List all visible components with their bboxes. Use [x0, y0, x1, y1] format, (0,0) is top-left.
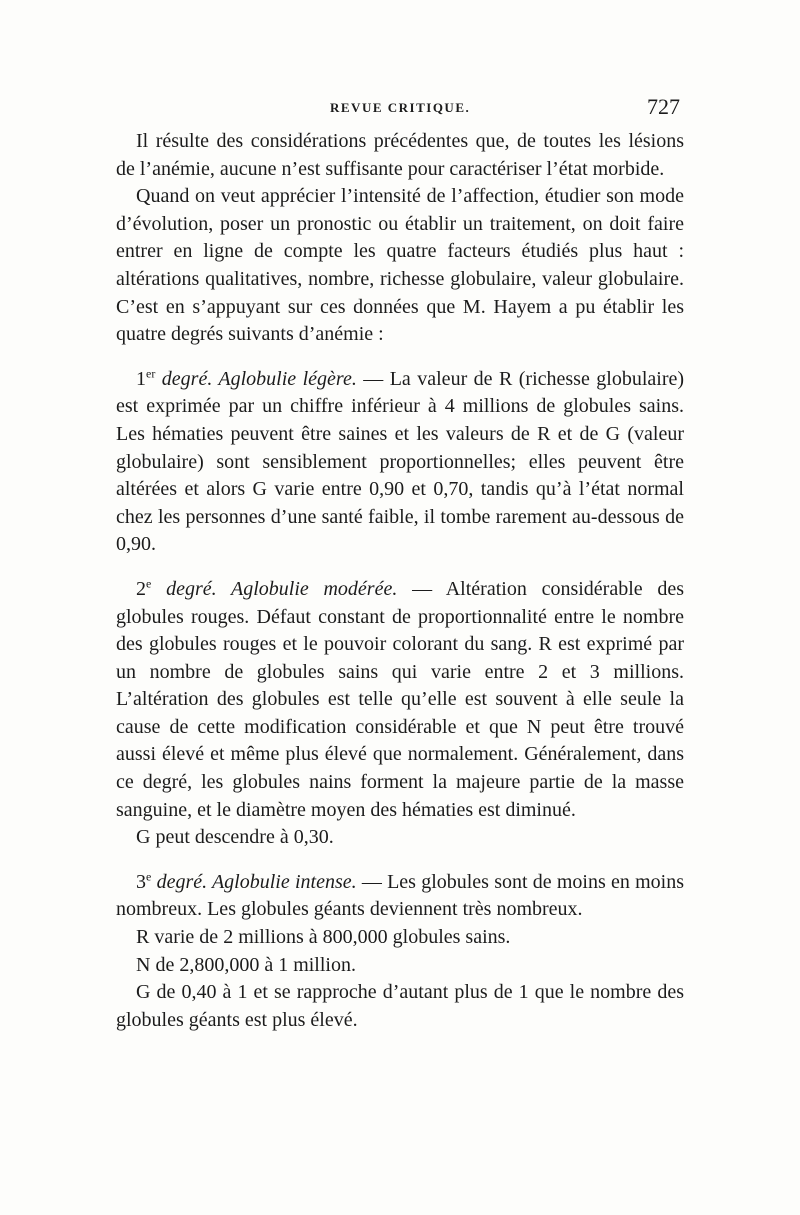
paragraph-third-degree [116, 869, 684, 924]
line-third-degree-n: N de 2,800,000 à 1 million. [136, 953, 356, 976]
degree-number: 2e [136, 576, 152, 600]
degree-title: degré. Aglobulie intense. [156, 870, 357, 893]
degree-description: — Altération considérable des globules rouges. Défaut constant de proportionnalité entre le nombre des globules rouges et le pouvoir colorant du sang. R est exprimé par un nombre de globules sains qui varie entre 2 et 3 millions. L’altération des globules est telle qu’elle est souvent à elle seule la cause de cette modification considérable et que N peut être trouvé aussi élevé et même plus élevé que normalement. Généralement, dans ce degré, les globules nains forment la majeure partie de la masse sanguine, et le diamètre moyen des hématies est diminué. [116, 577, 685, 821]
line-second-degree-g: G peut descendre à 0,30. [136, 826, 334, 849]
paragraph-hayem-degrees: Quand on veut apprécier l’intensité de l’affection, étudier son mode d’évolution, poser un pronostic ou établir un traitement, on doit faire entrer en ligne de compte les quatre facteurs étudiés plus haut : altérations qualitatives, nombre, richesse globulaire, valeur globulaire. C’est en s’appuyant sur ces données que M. Hayem a pu établir les quatre degrés suivants d’anémie : [116, 185, 684, 346]
running-head [116, 96, 680, 126]
degree-title: degré. Aglobulie modérée. [166, 577, 398, 600]
degree-description: — Les globules sont de moins en moins nombreux. Les globules géants deviennent très nombreux. [116, 870, 685, 921]
page-number: 727 [647, 94, 680, 119]
paragraph-conclusion: Il résulte des considérations précédentes que, de toutes les lésions de l’anémie, aucune n’est suffisante pour caractériser l’état morbide. [116, 130, 684, 180]
paragraph-second-degree [116, 576, 684, 824]
running-title: REVUE CRITIQUE. [330, 100, 471, 115]
paragraph-first-degree [116, 366, 684, 559]
degree-number: 1er [136, 366, 156, 390]
degree-description: — La valeur de R (richesse globulaire) est exprimée par un chiffre inférieur à 4 millions de globules sains. Les hématies peuvent être saines et les valeurs de R et de G (valeur globulaire) sont sensiblement proportionnelles; elles peuvent être altérées et alors G varie entre 0,90 et 0,70, tandis qu’à l’état normal chez les personnes d’une santé faible, il tombe rarement au-dessous de 0,90. [116, 367, 685, 556]
degree-title: degré. Aglobulie légère. [161, 367, 357, 390]
line-third-degree-g: G de 0,40 à 1 et se rapproche d’autant plus de 1 que le nombre des globules géants est plus élevé. [116, 981, 684, 1031]
degree-number: 3e [136, 869, 152, 893]
body-text [116, 128, 684, 1034]
line-third-degree-r: R varie de 2 millions à 800,000 globules sains. [136, 926, 511, 949]
